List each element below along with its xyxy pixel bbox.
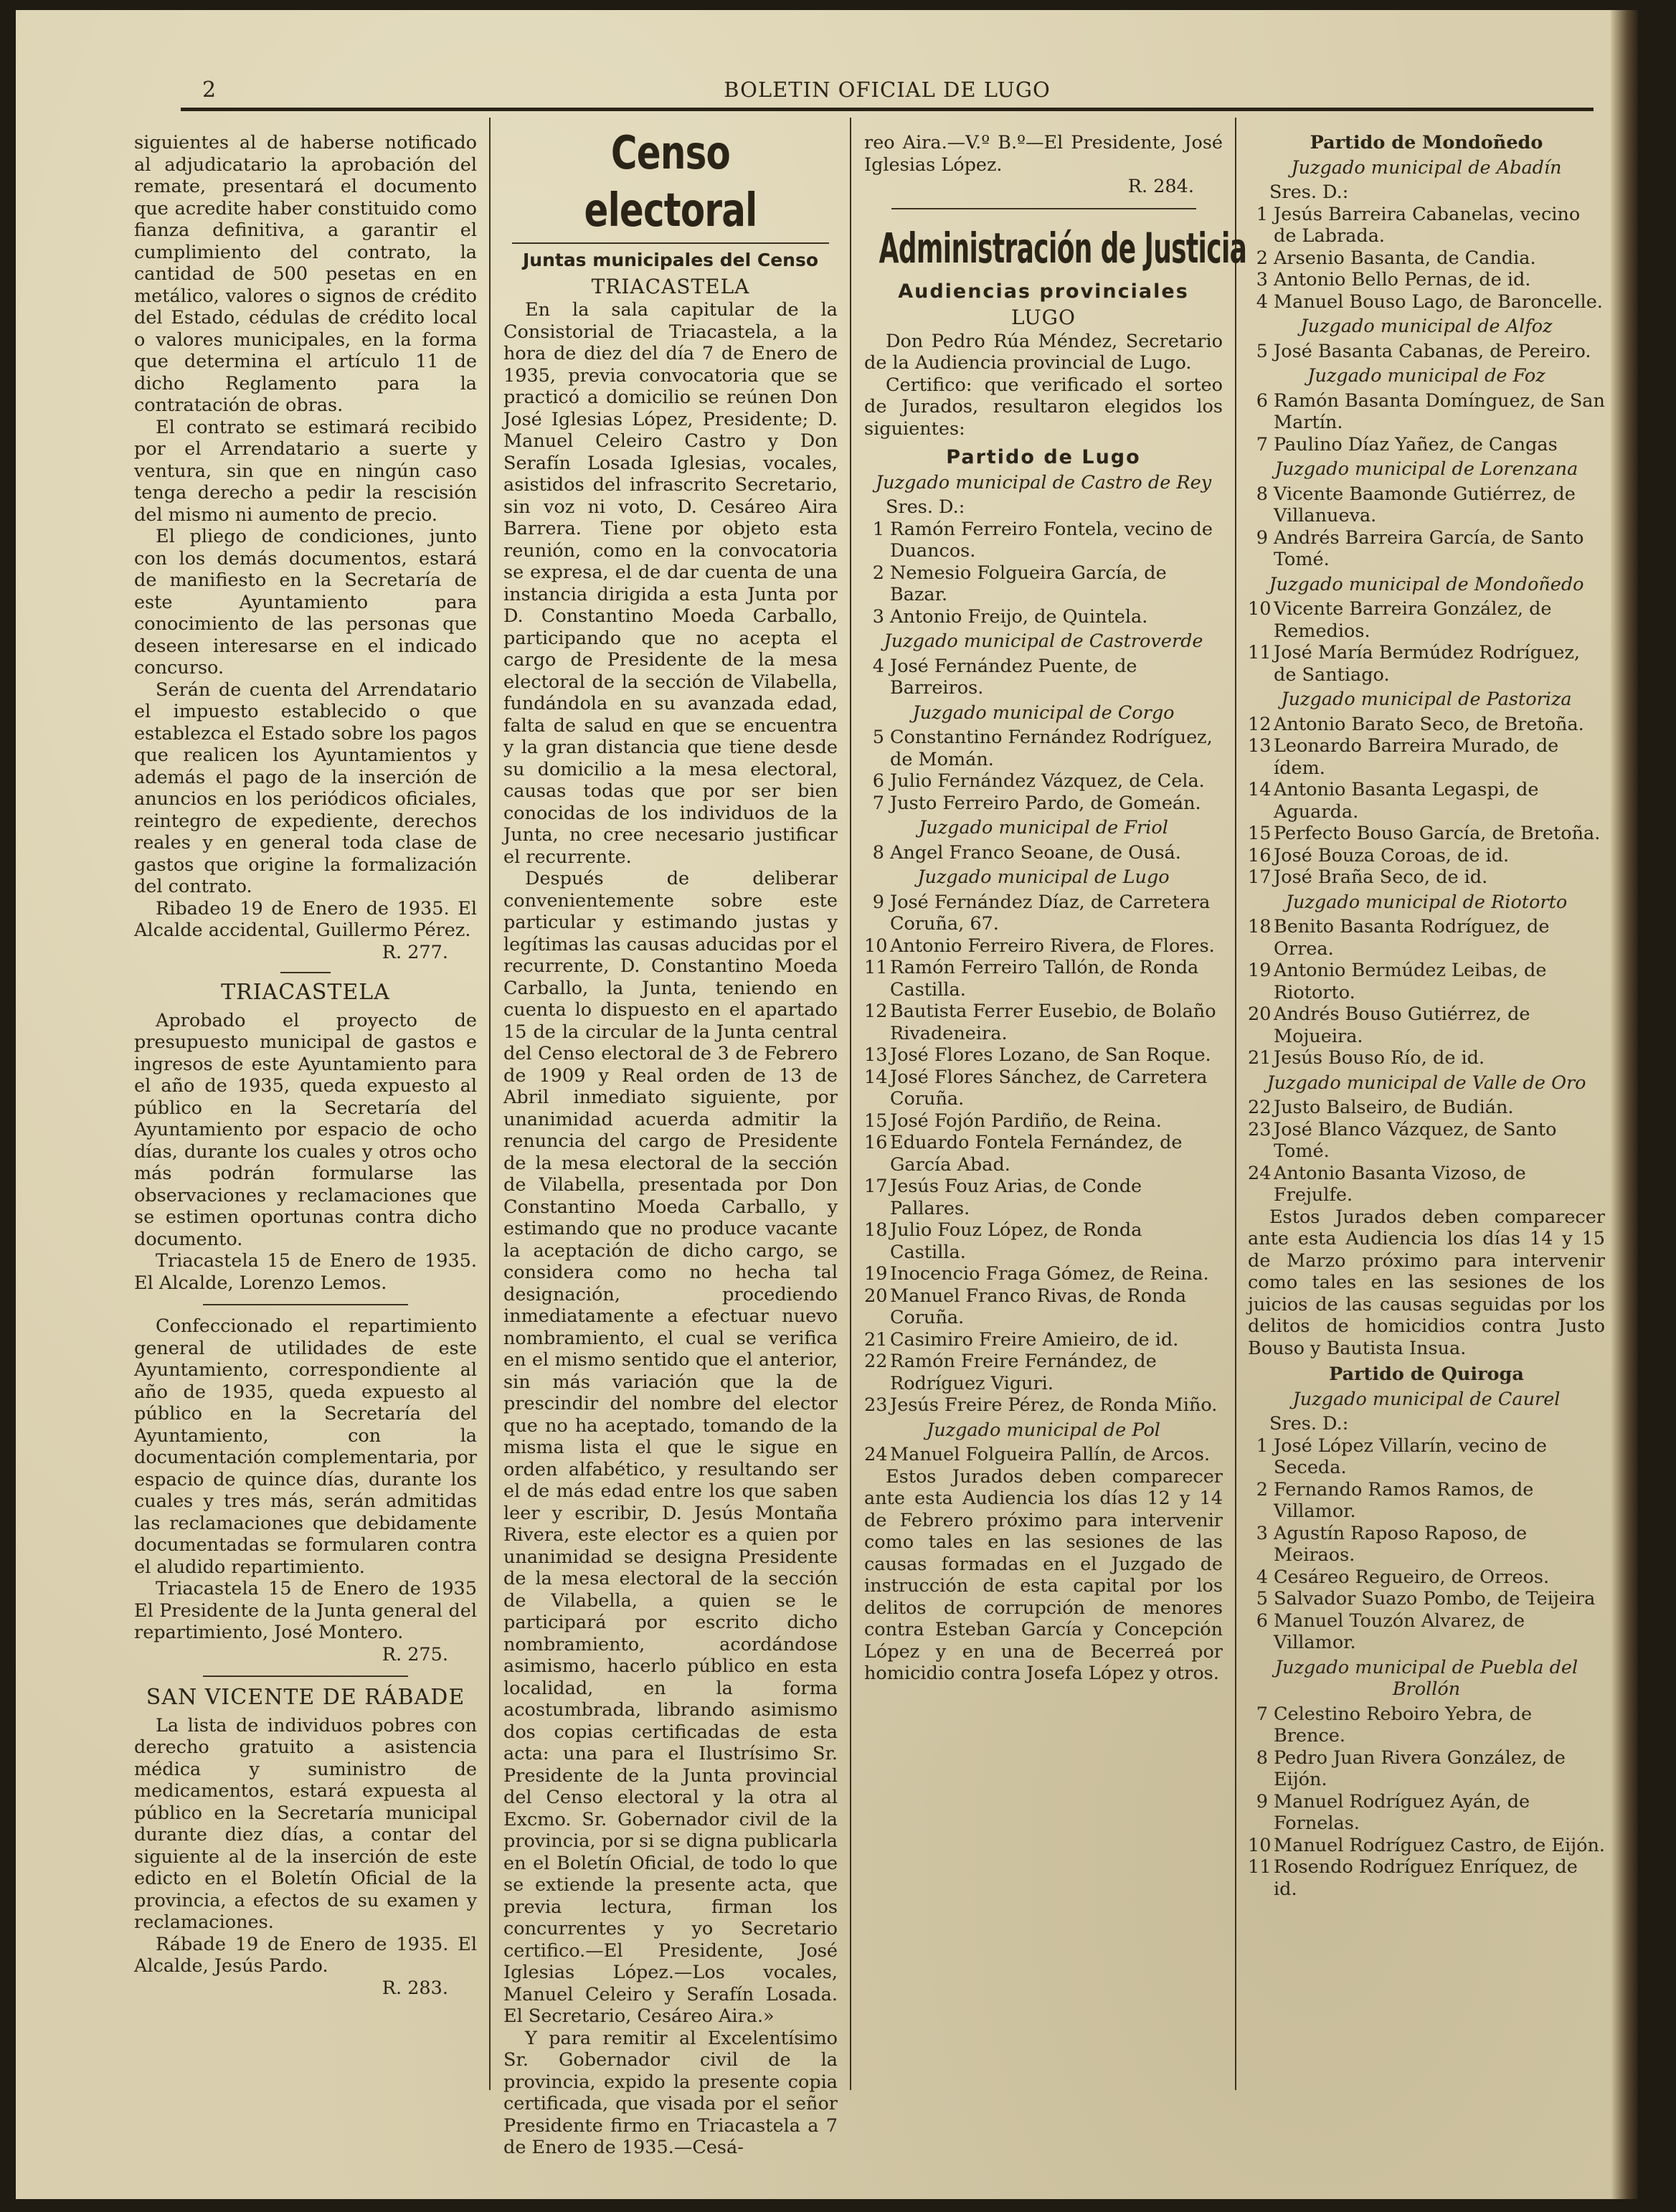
publication-title: BOLETIN OFICIAL DE LUGO bbox=[724, 77, 1051, 102]
juror-number: 6 bbox=[872, 770, 884, 792]
juror-number: 14 bbox=[864, 1066, 888, 1088]
juror-number: 5 bbox=[1256, 340, 1268, 362]
juror-name: Agustín Raposo Raposo, de Meiraos. bbox=[1274, 1522, 1528, 1566]
juror-number: 2 bbox=[1256, 1478, 1268, 1500]
juror-number: 3 bbox=[1256, 1522, 1268, 1544]
separator bbox=[203, 1304, 409, 1305]
juror-entry bbox=[864, 1044, 1223, 1067]
juror-entry bbox=[1248, 1479, 1605, 1523]
juror-name: José Braña Seco, de id. bbox=[1274, 866, 1488, 888]
paragraph: siguientes al de haberse notificado al adjudicatario la aprobación del remate, presentará el documento que acredite haber constituido como fianza definitiva, a garantir el cumplimiento del contrato, la cantidad de 500 pesetas en en metálico, valores o signos de crédito del Estado, cédulas de crédito local o valores municipales, en la forma que determina el artículo 11 de dicho Reglamento para la contratación de obras. bbox=[134, 132, 477, 416]
juror-entry bbox=[864, 793, 1223, 815]
juror-number: 8 bbox=[1256, 483, 1268, 505]
section-title: Censo electoral bbox=[584, 127, 757, 237]
juror-name: Jesús Fouz Arias, de Conde Pallares. bbox=[890, 1176, 1142, 1219]
juror-name: José María Bermúdez Rodríguez, de Santiago. bbox=[1274, 642, 1581, 686]
juror-entry bbox=[1248, 1588, 1605, 1610]
juror-number: 11 bbox=[864, 957, 888, 978]
juror-entry bbox=[864, 1285, 1223, 1329]
juror-entry bbox=[864, 1444, 1223, 1466]
juror-number: 5 bbox=[1256, 1588, 1268, 1610]
juror-number: 5 bbox=[872, 727, 884, 748]
court-heading: Juzgado municipal de Lorenzana bbox=[1274, 458, 1578, 480]
separator bbox=[280, 972, 331, 973]
juror-name: Vicente Barreira González, de Remedios. bbox=[1274, 598, 1552, 642]
paragraph: Serán de cuenta del Arrendatario el impuesto establecido o que establezca el Estado sobre los pagos que realicen los Ayuntamientos y además el pago de la inserción de anuncios en los periódicos oficiales, reintegro de expediente, derechos reales y en general toda clase de gastos que origine la formalización del contrato. bbox=[134, 679, 477, 897]
column-1 bbox=[134, 132, 477, 1999]
reference-number: R. 284. bbox=[1127, 176, 1194, 197]
juror-entry bbox=[1248, 714, 1605, 736]
reference-number: R. 277. bbox=[382, 941, 448, 963]
juror-number: 16 bbox=[1248, 844, 1272, 866]
juror-number: 12 bbox=[864, 1001, 888, 1022]
juror-number: 23 bbox=[864, 1394, 888, 1416]
juror-name: Perfecto Bouso García, de Bretoña. bbox=[1274, 823, 1601, 844]
juror-number: 4 bbox=[1256, 290, 1268, 313]
juror-number: 20 bbox=[1248, 1003, 1272, 1025]
juror-entry bbox=[864, 770, 1223, 793]
juror-entry bbox=[1248, 1747, 1605, 1791]
juror-name: Fernando Ramos Ramos, de Villamor. bbox=[1274, 1478, 1534, 1522]
juror-entry bbox=[1248, 598, 1605, 642]
juror-entry bbox=[1248, 642, 1605, 686]
page-number: 2 bbox=[202, 77, 217, 103]
juror-number: 19 bbox=[864, 1263, 888, 1285]
section-heading: TRIACASTELA bbox=[221, 980, 390, 1005]
juror-entry bbox=[1248, 269, 1605, 291]
juror-name: Inocencio Fraga Gómez, de Reina. bbox=[890, 1263, 1209, 1285]
juror-name: Leonardo Barreira Murado, de ídem. bbox=[1274, 735, 1559, 779]
place-heading: TRIACASTELA bbox=[591, 274, 750, 298]
juror-entry bbox=[1248, 866, 1605, 889]
juror-number: 6 bbox=[1256, 1610, 1268, 1632]
juror-entry bbox=[864, 519, 1223, 562]
juror-entry bbox=[1248, 527, 1605, 571]
juror-entry bbox=[864, 1110, 1223, 1133]
juror-number: 10 bbox=[1248, 598, 1272, 620]
juror-list bbox=[864, 842, 1223, 864]
salutation: Sres. D.: bbox=[1269, 1413, 1349, 1435]
juror-entry bbox=[864, 1351, 1223, 1394]
juror-entry bbox=[1248, 1003, 1605, 1047]
juror-entry bbox=[1248, 204, 1605, 247]
column-divider bbox=[489, 118, 491, 2090]
juror-entry bbox=[864, 656, 1223, 699]
juror-entry bbox=[1248, 960, 1605, 1003]
juror-name: Eduardo Fontela Fernández, de García Abad. bbox=[890, 1132, 1183, 1176]
juror-number: 18 bbox=[864, 1219, 888, 1241]
juror-name: José Bouza Coroas, de id. bbox=[1274, 844, 1510, 866]
juror-number: 1 bbox=[1256, 1435, 1268, 1457]
juror-name: Rosendo Rodríguez Enríquez, de id. bbox=[1274, 1856, 1578, 1900]
court-heading: Juzgado municipal de Castroverde bbox=[884, 630, 1203, 652]
court-heading: Juzgado municipal de Pastoriza bbox=[1281, 689, 1572, 710]
juror-name: Manuel Rodríguez Castro, de Eijón. bbox=[1274, 1834, 1605, 1856]
juror-entry bbox=[864, 892, 1223, 935]
juror-list bbox=[1248, 390, 1605, 456]
juror-number: 16 bbox=[864, 1132, 888, 1153]
court-heading: Juzgado municipal de Lugo bbox=[917, 866, 1170, 888]
juror-number: 24 bbox=[1248, 1162, 1272, 1184]
juror-number: 6 bbox=[1256, 389, 1268, 412]
juror-name: Antonio Barato Seco, de Bretoña. bbox=[1274, 713, 1584, 735]
juror-entry bbox=[1248, 916, 1605, 960]
court-heading: Juzgado municipal de Friol bbox=[919, 817, 1168, 838]
juror-name: Justo Ferreiro Pardo, de Gomeán. bbox=[890, 792, 1201, 814]
juror-entry bbox=[864, 1329, 1223, 1351]
column-divider bbox=[1235, 118, 1236, 2090]
juror-name: Jesús Bouso Río, de id. bbox=[1274, 1047, 1485, 1069]
juror-name: Bautista Ferrer Eusebio, de Bolaño Rivadeneira. bbox=[890, 1001, 1216, 1044]
juror-number: 18 bbox=[1248, 916, 1272, 937]
section-subtitle: Audiencias provinciales bbox=[898, 280, 1189, 303]
juror-number: 3 bbox=[872, 605, 884, 628]
juror-number: 7 bbox=[1256, 433, 1268, 455]
court-heading: Juzgado municipal de Castro de Rey bbox=[875, 471, 1212, 493]
juror-entry bbox=[1248, 1119, 1605, 1163]
juror-name: Ramón Ferreiro Fontela, vecino de Duancos. bbox=[890, 518, 1213, 562]
signature: Rábade 19 de Enero de 1935. El Alcalde, Jesús Pardo. bbox=[134, 1933, 477, 1977]
juror-number: 9 bbox=[1256, 526, 1268, 549]
juror-list bbox=[864, 1444, 1223, 1466]
juror-entry bbox=[864, 1067, 1223, 1110]
juror-entry bbox=[864, 1219, 1223, 1263]
juror-entry bbox=[1248, 390, 1605, 434]
juror-name: Antonio Freijo, de Quintela. bbox=[890, 605, 1148, 628]
juror-name: Ramón Basanta Domínguez, de San Martín. bbox=[1274, 389, 1605, 433]
juror-number: 11 bbox=[1248, 1856, 1272, 1878]
juror-number: 4 bbox=[872, 655, 884, 677]
paragraph: Certifico: que verificado el sorteo de Jurados, resultaron elegidos los siguientes: bbox=[864, 374, 1223, 440]
newspaper-page bbox=[16, 10, 1638, 2199]
juror-number: 23 bbox=[1248, 1118, 1272, 1140]
juror-name: Manuel Franco Rivas, de Ronda Coruña. bbox=[890, 1285, 1187, 1328]
paragraph: Y para remitir al Excelentísimo Sr. Gobernador civil de la provincia, expido la presente copia certificada, que visada por el señor Presidente firmo en Triacastela a 7 de Enero de 1935.—Cesá- bbox=[503, 2027, 838, 2158]
juror-list bbox=[1248, 204, 1605, 313]
juror-entry bbox=[1248, 434, 1605, 456]
juror-list bbox=[1248, 1097, 1605, 1206]
juror-entry bbox=[1248, 1523, 1605, 1566]
juror-name: Julio Fouz López, de Ronda Castilla. bbox=[890, 1219, 1142, 1263]
paragraph: En la sala capitular de la Consistorial de Triacastela, a la hora de diez del día 7 de Enero de 1935, previa convocatoria que se practicó a domicilio se reúnen Don José Iglesias López, Presidente; D. Manuel Celeiro Castro y Don Serafín Losada Iglesias, vocales, asistidos del infrascrito Secretario, sin voz ni voto, D. Cesáreo Aira Barrera. Tiene por objeto esta reunión, como en la convocatoria se expresa, el de dar cuenta de una instancia dirigida a esta Junta por D. Constantino Moeda Carballo, participando que no acepta el cargo de Presidente de la mesa electoral de la sección de Vilabella, fundándola en su avanzada edad, falta de salud en que se encuentra y la gran distancia que tiene desde su domicilio a la mesa electoral, causas todas que por ser bien conocidas de los individuos de la Junta, no cree necesario justificar el recurrente. bbox=[503, 299, 838, 868]
court-heading: Juzgado municipal de Foz bbox=[1307, 365, 1545, 387]
juror-number: 21 bbox=[1248, 1047, 1272, 1069]
juror-name: Manuel Touzón Alvarez, de Villamor. bbox=[1274, 1610, 1525, 1653]
separator bbox=[891, 208, 1196, 209]
juror-number: 1 bbox=[872, 518, 884, 540]
juror-number: 13 bbox=[1248, 735, 1272, 757]
juror-name: Constantino Fernández Rodríguez, de Momán. bbox=[890, 727, 1213, 770]
paragraph: El contrato se estimará recibido por el Arrendatario a suerte y ventura, sin que en ningún caso tenga derecho a pedir la rescisión del mismo ni aumento de precio. bbox=[134, 416, 477, 526]
juror-name: Arsenio Basanta, de Candia. bbox=[1274, 247, 1536, 269]
juror-entry bbox=[864, 1001, 1223, 1044]
juror-list bbox=[1248, 598, 1605, 686]
juror-name: Andrés Bouso Gutiérrez, de Mojueira. bbox=[1274, 1003, 1530, 1047]
page-header bbox=[181, 67, 1594, 110]
juror-number: 17 bbox=[1248, 866, 1272, 888]
court-heading: Juzgado municipal de Mondoñedo bbox=[1269, 573, 1584, 595]
juror-number: 8 bbox=[1256, 1747, 1268, 1769]
juror-number: 2 bbox=[872, 562, 884, 584]
juror-name: Casimiro Freire Amieiro, de id. bbox=[890, 1328, 1179, 1351]
paragraph: La lista de individuos pobres con derecho gratuito a asistencia médica y suministro de medicamentos, estará expuesta al público en la Secretaría municipal durante diez días, a contar del siguiente al de la inserción de este edicto en el Boletín Oficial de la provincia, a efectos de su examen y reclamaciones. bbox=[134, 1714, 477, 1933]
juror-name: Benito Basanta Rodríguez, de Orrea. bbox=[1274, 916, 1550, 960]
juror-list bbox=[1248, 341, 1605, 363]
juror-name: José Fojón Pardiño, de Reina. bbox=[890, 1110, 1162, 1132]
separator bbox=[512, 242, 830, 244]
juror-name: Ramón Freire Fernández, de Rodríguez Viguri. bbox=[890, 1351, 1157, 1394]
paragraph: Aprobado el proyecto de presupuesto municipal de gastos e ingresos de este Ayuntamiento para el año de 1935, queda expuesto al público en la Secretaría del Ayuntamiento por espacio de ocho días, durante los cuales y otros ocho más podrán formularse las observaciones y reclamaciones que se estimen oportunas contra dicho documento. bbox=[134, 1009, 477, 1250]
paragraph: Confeccionado el repartimiento general de utilidades de este Ayuntamiento, correspondiente al año de 1935, queda expuesto al público en la Secretaría del Ayuntamiento, con la documentación complementaria, por espacio de quince días, durante los cuales y tres más, serán admitidas las reclamaciones que debidamente documentadas se formularen contra el aludido repartimiento. bbox=[134, 1315, 477, 1578]
juror-entry bbox=[1248, 341, 1605, 363]
juror-entry bbox=[864, 957, 1223, 1001]
juror-entry bbox=[1248, 1610, 1605, 1654]
juror-name: José Fernández Puente, de Barreiros. bbox=[890, 655, 1137, 699]
juror-list bbox=[864, 656, 1223, 699]
juror-entry bbox=[1248, 1047, 1605, 1069]
juror-name: Nemesio Folgueira García, de Bazar. bbox=[890, 562, 1167, 605]
juror-name: Manuel Folgueira Pallín, de Arcos. bbox=[890, 1444, 1211, 1465]
juror-number: 15 bbox=[1248, 823, 1272, 844]
juror-name: José López Villarín, vecino de Seceda. bbox=[1274, 1435, 1547, 1478]
juror-entry bbox=[864, 1263, 1223, 1285]
juror-name: Ramón Ferreiro Tallón, de Ronda Castilla. bbox=[890, 957, 1199, 1001]
juror-entry bbox=[1248, 483, 1605, 527]
juror-number: 8 bbox=[872, 841, 884, 864]
column-divider bbox=[850, 118, 851, 2090]
juror-name: José Fernández Díaz, de Carretera Coruña, 67. bbox=[890, 891, 1211, 935]
court-heading: Juzgado municipal de Caurel bbox=[1292, 1388, 1561, 1410]
juror-list bbox=[864, 519, 1223, 628]
juror-name: Jesús Barreira Cabanelas, vecino de Labrada. bbox=[1274, 203, 1581, 247]
juror-entry bbox=[1248, 823, 1605, 845]
section-subtitle: Juntas municipales del Censo bbox=[522, 250, 819, 270]
section-title: Administración de Justicia bbox=[879, 223, 1247, 273]
juror-number: 2 bbox=[1256, 247, 1268, 269]
juror-number: 4 bbox=[1256, 1566, 1268, 1588]
juror-number: 17 bbox=[864, 1176, 888, 1197]
paragraph: reo Aira.—V.º B.º—El Presidente, José Iglesias López. bbox=[864, 132, 1223, 176]
juror-entry bbox=[1248, 247, 1605, 270]
juror-list bbox=[1248, 916, 1605, 1069]
juror-number: 20 bbox=[864, 1285, 888, 1307]
paragraph: El pliego de condiciones, junto con los demás documentos, estará de manifiesto en la Secretaría de este Ayuntamiento para conocimiento de las personas que deseen interesarse en el indicado concurso. bbox=[134, 526, 477, 679]
juror-entry bbox=[1248, 845, 1605, 867]
juror-entry bbox=[864, 606, 1223, 628]
salutation: Sres. D.: bbox=[886, 496, 965, 518]
court-heading: Juzgado municipal de Valle de Oro bbox=[1267, 1072, 1586, 1094]
column-4 bbox=[1248, 132, 1605, 1900]
partido-heading: Partido de Lugo bbox=[946, 446, 1141, 468]
juror-number: 13 bbox=[864, 1044, 888, 1066]
juror-name: Cesáreo Regueiro, de Orreos. bbox=[1274, 1566, 1550, 1588]
juror-name: Paulino Díaz Yañez, de Cangas bbox=[1274, 433, 1558, 455]
binding-edge bbox=[1611, 10, 1638, 2199]
juror-number: 10 bbox=[1248, 1834, 1272, 1856]
juror-number: 21 bbox=[864, 1328, 888, 1351]
court-heading: Juzgado municipal de Pol bbox=[927, 1419, 1160, 1441]
juror-name: Andrés Barreira García, de Santo Tomé. bbox=[1274, 526, 1584, 570]
juror-entry bbox=[864, 562, 1223, 606]
paragraph: Don Pedro Rúa Méndez, Secretario de la Audiencia provincial de Lugo. bbox=[864, 330, 1223, 374]
juror-list bbox=[1248, 714, 1605, 889]
juror-list bbox=[864, 892, 1223, 1417]
place-heading: LUGO bbox=[1011, 306, 1076, 329]
juror-name: Vicente Baamonde Gutiérrez, de Villanueva. bbox=[1274, 483, 1576, 526]
reference-number: R. 283. bbox=[382, 1977, 448, 1999]
juror-number: 7 bbox=[872, 792, 884, 814]
juror-name: Justo Balseiro, de Budián. bbox=[1274, 1097, 1514, 1118]
juror-entry bbox=[1248, 779, 1605, 823]
juror-name: José Flores Sánchez, de Carretera Coruña. bbox=[890, 1066, 1208, 1110]
juror-entry bbox=[1248, 1097, 1605, 1119]
juror-entry bbox=[1248, 735, 1605, 779]
header-rule bbox=[181, 108, 1594, 111]
juror-number: 1 bbox=[1256, 203, 1268, 225]
juror-entry bbox=[864, 727, 1223, 770]
paragraph: Estos Jurados deben comparecer ante esta Audiencia los días 12 y 14 de Febrero próximo para intervenir como tales en las sesiones de las causas formadas en el Juzgado de instrucción de esta capital por los delitos de corrupción de menores contra Esteban García y Concepción López y en una de Becerreá por homicidio contra Josefa López y otros. bbox=[864, 1465, 1223, 1684]
column-3 bbox=[864, 132, 1247, 1685]
court-heading: Juzgado municipal de Alfoz bbox=[1300, 316, 1553, 337]
juror-entry bbox=[1248, 1566, 1605, 1589]
juror-entry bbox=[864, 1394, 1223, 1417]
juror-name: Antonio Basanta Legaspi, de Aguarda. bbox=[1274, 779, 1539, 823]
juror-name: José Blanco Vázquez, de Santo Tomé. bbox=[1274, 1118, 1557, 1162]
juror-entry bbox=[1248, 1791, 1605, 1835]
juror-number: 11 bbox=[1248, 642, 1272, 663]
juror-entry bbox=[1248, 1163, 1605, 1206]
juror-number: 15 bbox=[864, 1110, 888, 1132]
section-heading: SAN VICENTE DE RÁBADE bbox=[146, 1685, 465, 1710]
juror-name: Antonio Basanta Vizoso, de Frejulfe. bbox=[1274, 1162, 1526, 1206]
court-heading: Juzgado municipal de Abadín bbox=[1291, 156, 1562, 179]
juror-number: 14 bbox=[1248, 779, 1272, 800]
juror-name: Manuel Bouso Lago, de Baroncelle. bbox=[1274, 290, 1603, 313]
juror-entry bbox=[1248, 1835, 1605, 1857]
salutation: Sres. D.: bbox=[1269, 181, 1349, 203]
juror-number: 10 bbox=[864, 935, 888, 957]
juror-number: 24 bbox=[864, 1444, 888, 1465]
signature: Triacastela 15 de Enero de 1935. El Alcalde, Lorenzo Lemos. bbox=[134, 1250, 477, 1294]
separator bbox=[203, 1675, 409, 1677]
juror-entry bbox=[864, 1176, 1223, 1219]
juror-number: 22 bbox=[1248, 1097, 1272, 1118]
juror-name: Antonio Bermúdez Leibas, de Riotorto. bbox=[1274, 960, 1547, 1003]
juror-entry bbox=[864, 1132, 1223, 1176]
court-heading: Juzgado municipal de Riotorto bbox=[1285, 891, 1568, 913]
juror-entry bbox=[1248, 1435, 1605, 1479]
juror-name: Antonio Ferreiro Rivera, de Flores. bbox=[890, 935, 1215, 957]
court-heading: Juzgado municipal de Puebla del Brollón bbox=[1274, 1656, 1578, 1700]
juror-list bbox=[864, 727, 1223, 814]
signature: Triacastela 15 de Enero de 1935 El Presidente de la Junta general del repartimiento, José Montero. bbox=[134, 1578, 477, 1643]
reference-number: R. 275. bbox=[382, 1643, 448, 1665]
signature: Ribadeo 19 de Enero de 1935. El Alcalde accidental, Guillermo Pérez. bbox=[134, 897, 477, 941]
juror-name: Antonio Bello Pernas, de id. bbox=[1274, 269, 1531, 290]
juror-entry bbox=[1248, 1856, 1605, 1900]
juror-name: Celestino Reboiro Yebra, de Brence. bbox=[1274, 1703, 1533, 1747]
juror-name: José Flores Lozano, de San Roque. bbox=[890, 1044, 1211, 1066]
juror-number: 9 bbox=[872, 891, 884, 913]
juror-number: 22 bbox=[864, 1351, 888, 1372]
juror-number: 12 bbox=[1248, 713, 1272, 735]
juror-entry bbox=[1248, 291, 1605, 313]
court-heading: Juzgado municipal de Corgo bbox=[912, 701, 1175, 724]
partido-heading: Partido de Quiroga bbox=[1329, 1363, 1524, 1385]
paragraph: Estos Jurados deben comparecer ante esta Audiencia los días 14 y 15 de Marzo próximo para intervenir como tales en las sesiones de los juicios de las causas seguidas por los delitos de homicidios contra Justo Bouso y Bautista Insua. bbox=[1248, 1206, 1605, 1359]
juror-number: 9 bbox=[1256, 1790, 1268, 1812]
juror-list bbox=[1248, 1435, 1605, 1654]
juror-name: Salvador Suazo Pombo, de Teijeira bbox=[1274, 1588, 1596, 1610]
juror-number: 7 bbox=[1256, 1703, 1268, 1725]
juror-list bbox=[1248, 1703, 1605, 1901]
juror-name: Julio Fernández Vázquez, de Cela. bbox=[890, 770, 1205, 792]
column-2 bbox=[503, 125, 838, 2159]
juror-name: Angel Franco Seoane, de Ousá. bbox=[890, 841, 1181, 864]
juror-name: José Basanta Cabanas, de Pereiro. bbox=[1274, 340, 1591, 362]
juror-number: 19 bbox=[1248, 960, 1272, 981]
juror-list bbox=[1248, 483, 1605, 571]
paragraph: Después de deliberar convenientemente sobre este particular y estimando justas y legítimas las causas aducidas por el recurrente, D. Constantino Moeda Carballo, la Junta, teniendo en cuenta lo dispuesto en el apartado 15 de la circular de la Junta central del Censo electoral de 3 de Febrero de 1909 y Real orden de 13 de Abril inmediato siguiente, por unanimidad acuerda admitir la renuncia del cargo de Presidente de la mesa electoral de la sección de Vilabella, presentada por Don Constantino Moeda Carballo, y estimando que no produce vacante la aceptación de dicho cargo, se considera como no hecha tal designación, procediendo inmediatamente a efectuar nuevo nombramiento, el cual se verifica en el mismo sentido que el anterior, sin más variación que la de prescindir del nombre del elector que no ha aceptado, tomando de la misma lista el que le sigue en orden alfabético, y resultando ser el de más edad entre los que saben leer y escribir, D. Jesús Montaña Rivera, este elector es a quien por unanimidad se designa Presidente de la mesa electoral de la sección de Vilabella, a quien se le participará por escrito dicho nombramiento, acordándose asimismo, hacerlo público en esta localidad, en la forma acostumbrada, librando asimismo dos copias certificadas de esta acta: una para el Ilustrísimo Sr. Presidente de la Junta provincial del Censo electoral y la otra al Excmo. Sr. Gobernador civil de la provincia, por si se digna publicarla en el Boletín Oficial, de todo lo que se extiende la presente acta, que previa lectura, firman los concurrentes y yo Secretario certifico.—El Presidente, José Iglesias López.—Los vocales, Manuel Celeiro y Serafín Losada. El Secretario, Cesáreo Aira.» bbox=[503, 868, 838, 2027]
partido-heading: Partido de Mondoñedo bbox=[1310, 132, 1543, 153]
juror-entry bbox=[864, 935, 1223, 958]
juror-entry bbox=[1248, 1703, 1605, 1747]
juror-name: Pedro Juan Rivera González, de Eijón. bbox=[1274, 1747, 1566, 1790]
juror-name: Jesús Freire Pérez, de Ronda Miño. bbox=[890, 1394, 1218, 1416]
juror-number: 3 bbox=[1256, 269, 1268, 290]
juror-entry bbox=[864, 842, 1223, 864]
juror-name: Manuel Rodríguez Ayán, de Fornelas. bbox=[1274, 1790, 1530, 1834]
